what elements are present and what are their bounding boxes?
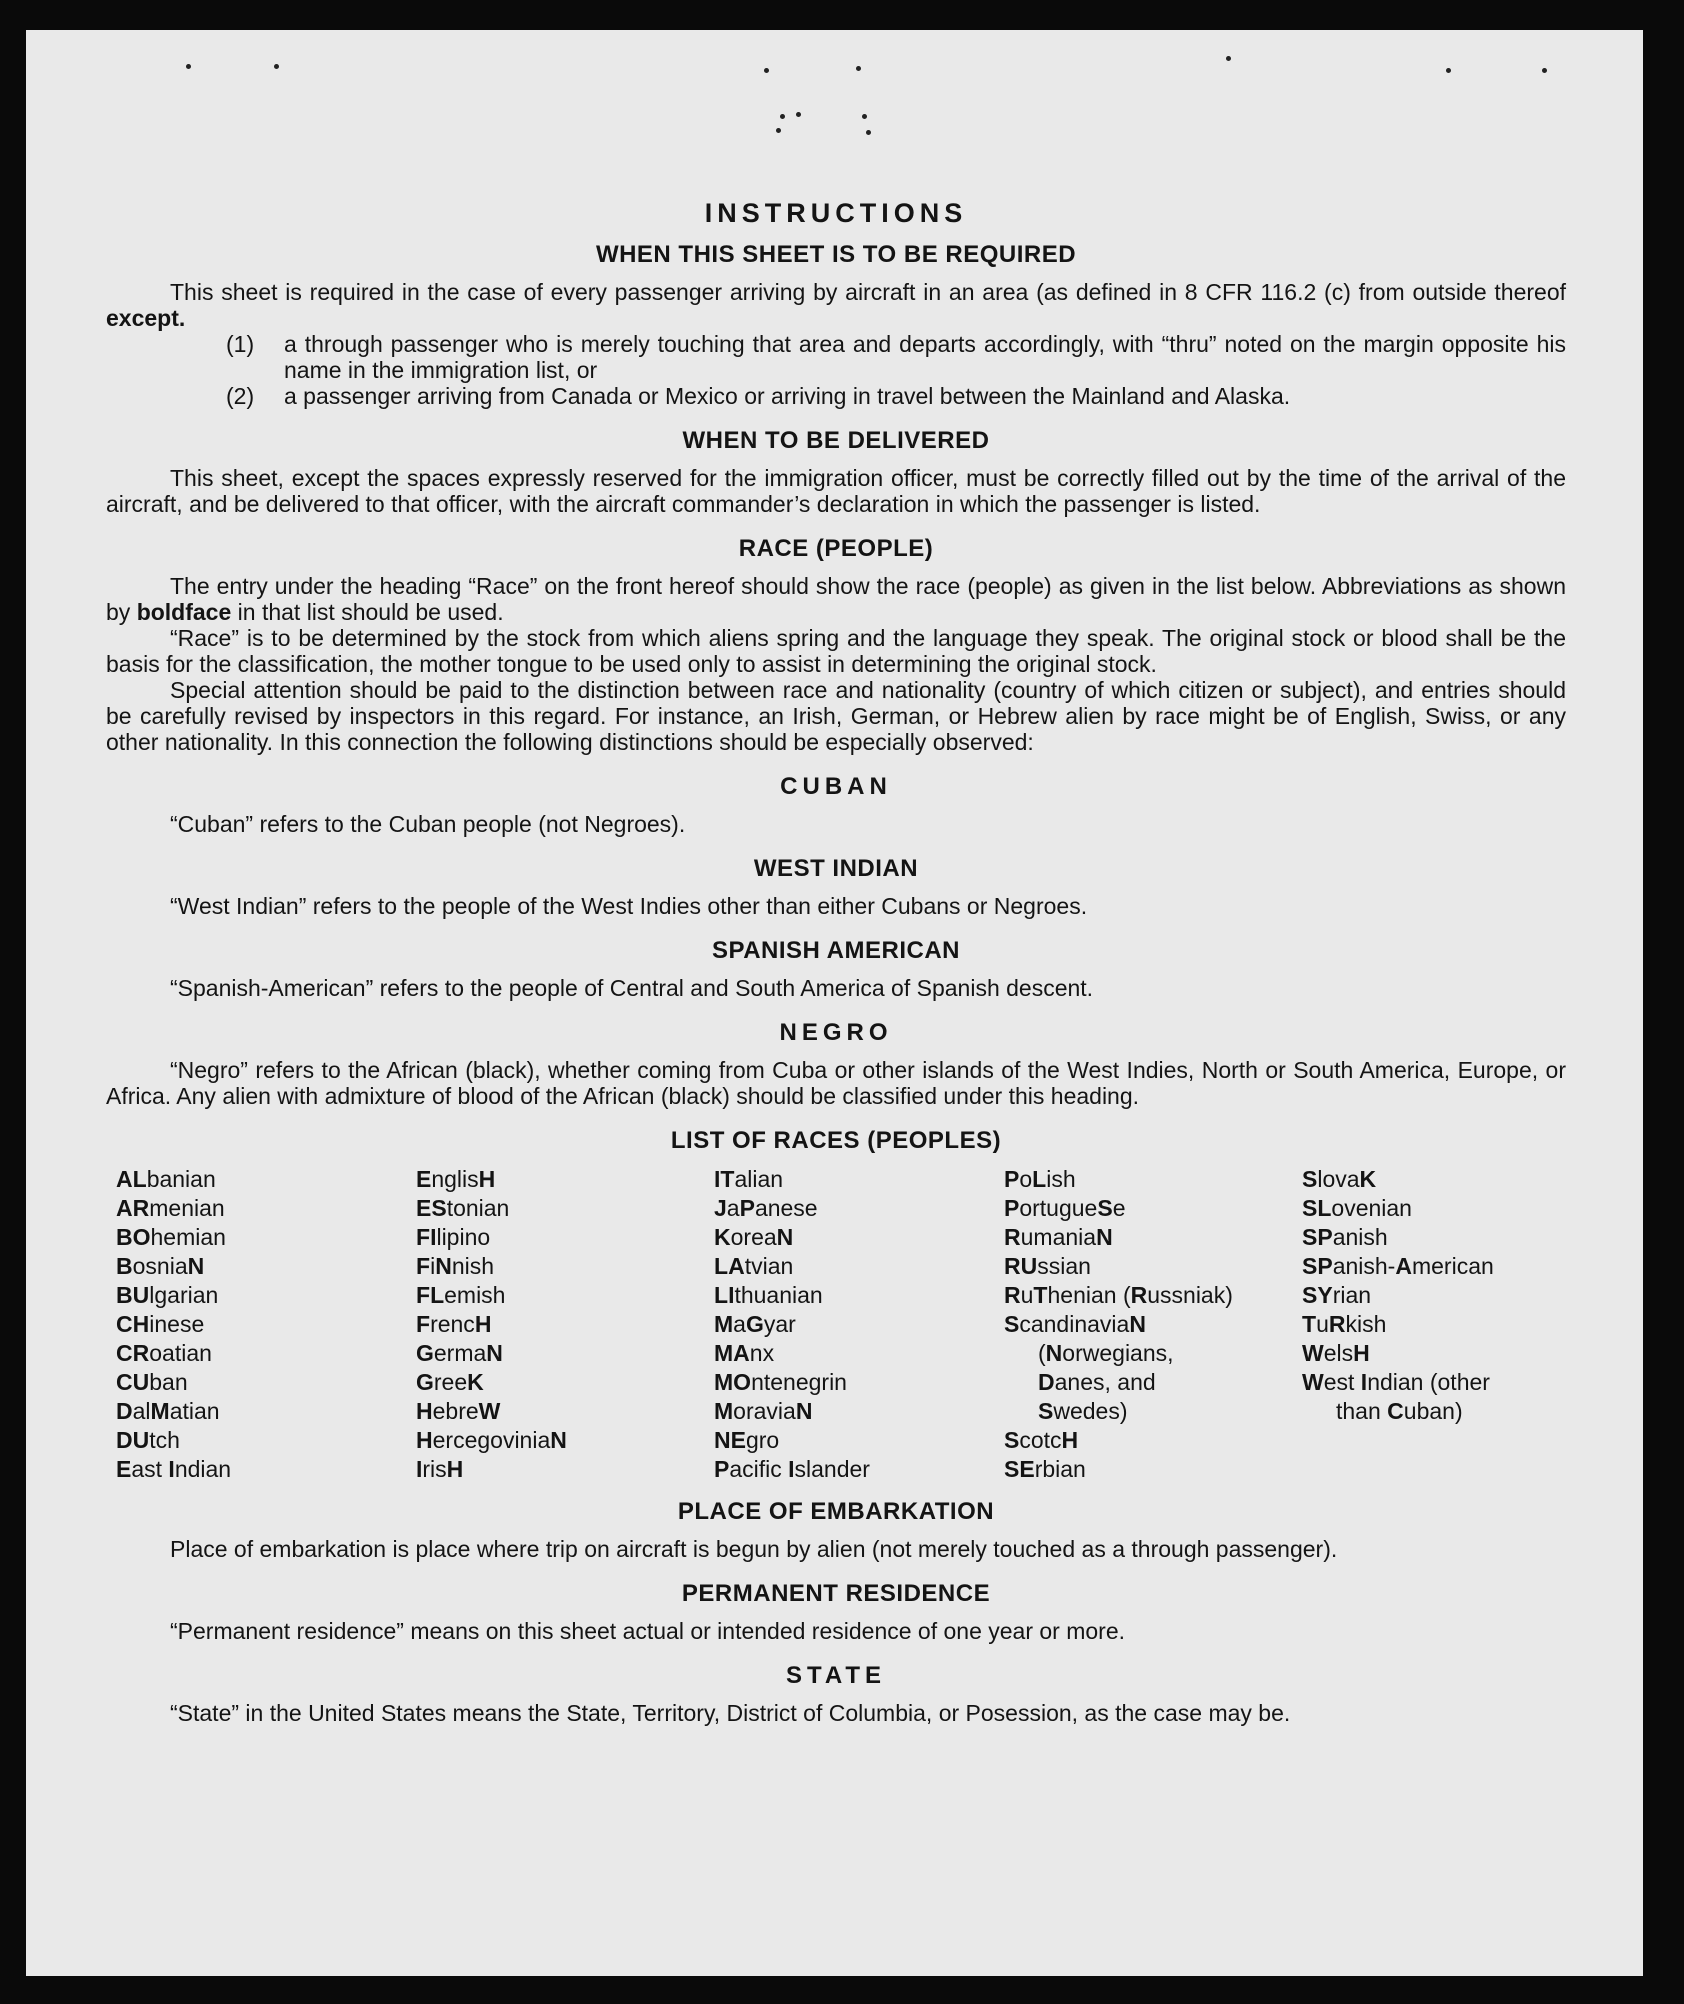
race-entry: MaGyar (714, 1311, 796, 1337)
race-entry: SPanish-American (1302, 1253, 1494, 1279)
race-entry: East Indian (116, 1456, 232, 1482)
margin-specks (26, 30, 1643, 170)
race-entry: Danes, and (1038, 1369, 1156, 1395)
race-text-a: The entry under the heading “Race” on the front hereof should show the race (people) as given in the list below. Abbreviations as shown by (106, 573, 1566, 625)
section-west-indian (106, 855, 1566, 919)
section-embarkation (106, 1498, 1566, 1562)
list-text: a passenger arriving from Canada or Mexico or arriving in travel between the Mainland and Alaska. (284, 383, 1291, 409)
instructions-content (106, 198, 1566, 1744)
section-heading: PERMANENT RESIDENCE (681, 1580, 991, 1607)
race-entry: LAtvian (714, 1253, 794, 1279)
section-state (106, 1662, 1566, 1726)
race-entry: SErbian (1004, 1456, 1086, 1482)
race-entry: SLovenian (1302, 1195, 1412, 1221)
race-entry: RuThenian (Russniak) (1004, 1282, 1233, 1308)
race-entry: West Indian (other (1302, 1369, 1490, 1395)
race-entry: MAnx (714, 1340, 775, 1366)
section-text: “Cuban” refers to the Cuban people (not Negroes). (170, 811, 686, 837)
section-heading: SPANISH AMERICAN (711, 937, 960, 964)
races-column (1302, 1165, 1576, 1484)
section-heading: WEST INDIAN (753, 855, 919, 882)
section-heading: WHEN TO BE DELIVERED (682, 427, 990, 454)
race-entry: DUtch (116, 1427, 180, 1453)
race-entry: RUssian (1004, 1253, 1091, 1279)
section-cuban (106, 773, 1566, 837)
race-entry: (Norwegians, (1038, 1340, 1174, 1366)
race-entry: PoLish (1004, 1166, 1076, 1192)
races-column (714, 1165, 1004, 1484)
section-text (106, 279, 1566, 331)
section-text: “West Indian” refers to the people of the West Indies other than either Cubans or Negroes. (170, 893, 1088, 919)
race-entry: CHinese (116, 1311, 205, 1337)
intro-bold: except. (106, 305, 186, 331)
section-required (106, 241, 1566, 409)
race-text-bold: boldface (136, 599, 232, 625)
race-entry: RumaniaN (1004, 1224, 1113, 1250)
races-column (416, 1165, 714, 1484)
section-heading: CUBAN (780, 773, 892, 800)
race-entry: ScandinaviaN (1004, 1311, 1146, 1337)
race-entry: BOhemian (116, 1224, 226, 1250)
race-entry: WelsH (1302, 1340, 1370, 1366)
race-entry: FLemish (416, 1282, 506, 1308)
races-column (116, 1165, 416, 1484)
race-entry: DalMatian (116, 1398, 220, 1424)
section-delivered (106, 427, 1566, 517)
race-entry: HebreW (416, 1398, 501, 1424)
race-entry: MoraviaN (714, 1398, 813, 1424)
race-entry: IrisH (416, 1456, 464, 1482)
section-text: “Permanent residence” means on this sheet actual or intended residence of one year or more. (170, 1618, 1126, 1644)
race-entry: BUlgarian (116, 1282, 219, 1308)
section-heading: RACE (PEOPLE) (738, 535, 934, 562)
race-text-b: in that list should be used. (237, 599, 504, 625)
race-entry: ITalian (714, 1166, 784, 1192)
race-entry: ScotcH (1004, 1427, 1079, 1453)
intro-text: This sheet is required in the case of every passenger arriving by aircraft in an area (as defined in 8 CFR 116.2 (c) from outside thereof (170, 279, 1566, 305)
section-negro (106, 1019, 1566, 1109)
page-title: INSTRUCTIONS (704, 198, 968, 228)
race-entry: SYrian (1302, 1282, 1372, 1308)
section-text: “Negro” refers to the African (black), whether coming from Cuba or other islands of the West Indies, North or South America, Europe, or Africa. Any alien with admixture of blood of the African (black) should be classified under this heading. (106, 1057, 1566, 1109)
race-entry: PortugueSe (1004, 1195, 1126, 1221)
section-text (106, 573, 1566, 625)
section-heading: STATE (785, 1662, 887, 1689)
race-entry: JaPanese (714, 1195, 818, 1221)
race-entry: LIthuanian (714, 1282, 823, 1308)
race-entry: GreeK (416, 1369, 484, 1395)
list-item (106, 331, 1566, 383)
section-heading: PLACE OF EMBARKATION (677, 1498, 995, 1525)
race-entry: FrencH (416, 1311, 492, 1337)
race-entry: CRoatian (116, 1340, 212, 1366)
document-page (26, 30, 1643, 1976)
section-text: “Spanish-American” refers to the people of Central and South America of Spanish descent. (170, 975, 1094, 1001)
section-residence (106, 1580, 1566, 1644)
section-text: Special attention should be paid to the distinction between race and nationality (country of which citizen or subject), and entries should be carefully revised by inspectors in this regard. For instance, an Irish, German, or Hebrew alien by race might be of English, Swiss, or any other nationality. In this connection the following distinctions should be especially observed: (106, 677, 1566, 755)
race-entry: SlovaK (1302, 1166, 1377, 1192)
race-entry: SPanish (1302, 1224, 1388, 1250)
list-item (106, 383, 1566, 409)
race-entry: TuRkish (1302, 1311, 1387, 1337)
section-race (106, 535, 1566, 755)
race-entry: FiNnish (416, 1253, 495, 1279)
section-text: This sheet, except the spaces expressly reserved for the immigration officer, must be correctly filled out by the time of the arrival of the aircraft, and be delivered to that officer, with the aircraft commander’s declaration in which the passenger is listed. (106, 465, 1566, 517)
race-entry: CUban (116, 1369, 188, 1395)
race-entry: ALbanian (116, 1166, 216, 1192)
section-races-list (106, 1127, 1566, 1484)
race-entry: HercegoviniaN (416, 1427, 567, 1453)
race-entry: Pacific Islander (714, 1456, 870, 1482)
list-number: (1) (226, 331, 255, 357)
section-spanish-american (106, 937, 1566, 1001)
race-entry: EnglisH (416, 1166, 496, 1192)
section-heading: WHEN THIS SHEET IS TO BE REQUIRED (595, 241, 1077, 268)
races-column (1004, 1165, 1302, 1484)
section-text: “Race” is to be determined by the stock from which aliens spring and the language they speak. The original stock or blood shall be the basis for the classification, the mother tongue to be used only to assist in determining the original stock. (106, 625, 1566, 677)
section-text: “State” in the United States means the State, Territory, District of Columbia, or Posession, as the case may be. (170, 1700, 1291, 1726)
races-grid (116, 1165, 1566, 1484)
section-heading: LIST OF RACES (PEOPLES) (670, 1127, 1002, 1154)
race-entry: NEgro (714, 1427, 780, 1453)
race-entry: ARmenian (116, 1195, 225, 1221)
section-text: Place of embarkation is place where trip on aircraft is begun by alien (not merely touched as a through passenger). (170, 1536, 1338, 1562)
race-entry: GermaN (416, 1340, 503, 1366)
list-number: (2) (226, 383, 255, 409)
race-entry: than Cuban) (1336, 1398, 1463, 1424)
race-entry: FIlipino (416, 1224, 491, 1250)
section-heading: NEGRO (779, 1019, 893, 1046)
race-entry: BosniaN (116, 1253, 205, 1279)
race-entry: Swedes) (1038, 1398, 1128, 1424)
race-entry: EStonian (416, 1195, 510, 1221)
race-entry: MOntenegrin (714, 1369, 847, 1395)
list-text: a through passenger who is merely touching that area and departs accordingly, with “thru” noted on the margin opposite his name in the immigration list, or (284, 331, 1566, 383)
race-entry: KoreaN (714, 1224, 794, 1250)
